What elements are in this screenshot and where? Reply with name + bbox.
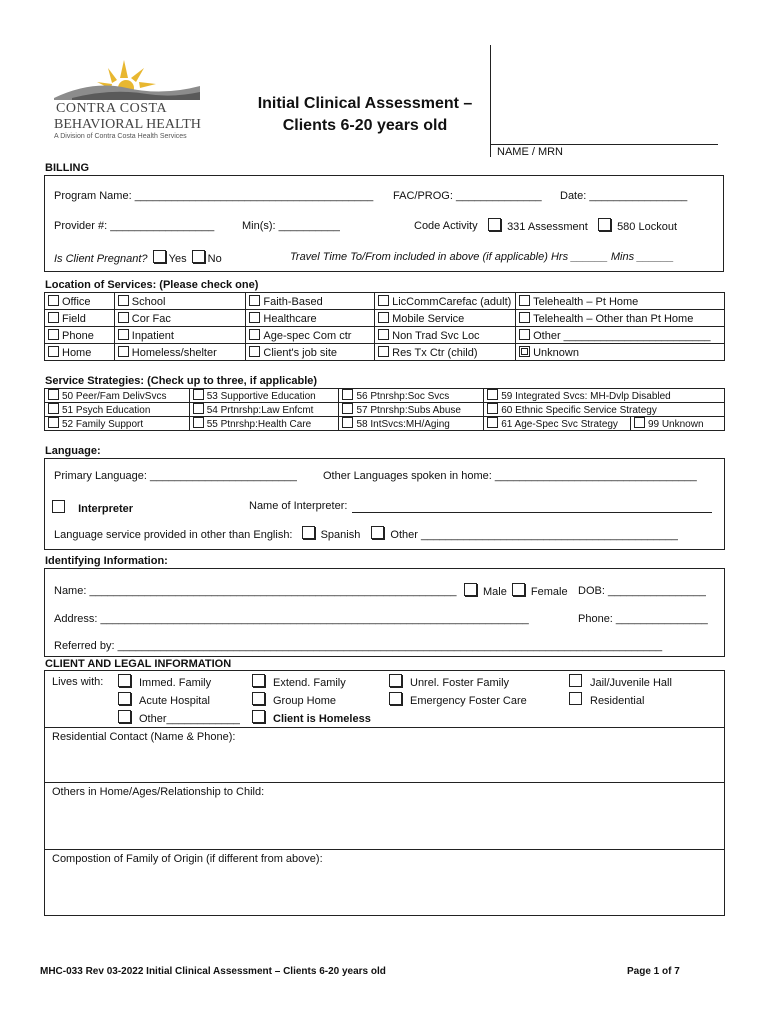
family-composition-label: Compostion of Family of Origin (if different from above):: [52, 853, 323, 865]
location-option[interactable]: [375, 327, 516, 344]
location-option[interactable]: [516, 344, 725, 361]
checkbox-icon[interactable]: [378, 329, 389, 340]
checkbox-icon[interactable]: [519, 329, 530, 340]
program-name-field[interactable]: Program Name: _______________________________________: [54, 190, 374, 202]
language-heading: Language:: [45, 445, 101, 457]
checkbox-icon[interactable]: [249, 346, 260, 357]
checkbox-icon[interactable]: [252, 710, 265, 723]
strategy-option[interactable]: [45, 403, 190, 417]
location-option-label: Field: [62, 312, 86, 325]
fac-prog-field[interactable]: FAC/PROG: ______________: [393, 190, 542, 202]
location-option-label: Inpatient: [131, 329, 174, 342]
checkbox-icon[interactable]: [512, 583, 525, 596]
strategy-option-label: 60 Ethnic Specific Service Strategy: [501, 405, 657, 416]
location-option-label: Unknown: [533, 346, 579, 359]
page-number: Page 1 of 7: [627, 966, 680, 977]
lives-with-option[interactable]: [389, 674, 527, 692]
strategy-option-label: 55 Ptnrshp:Health Care: [206, 419, 312, 430]
others-in-home-label: Others in Home/Ages/Relationship to Child:: [52, 786, 265, 798]
strategy-option-label: 58 IntSvcs:MH/Aging: [356, 419, 450, 430]
location-row: [45, 310, 725, 327]
mins-field[interactable]: Min(s): __________: [242, 220, 340, 232]
checkbox-icon[interactable]: [118, 295, 129, 306]
checkbox-icon[interactable]: [48, 417, 59, 428]
location-option-label: Age-spec Com ctr: [263, 329, 352, 342]
strategy-option[interactable]: [484, 403, 725, 417]
other-language-field[interactable]: Other __________________________________________: [390, 529, 678, 541]
form-id-footer: MHC-033 Rev 03-2022 Initial Clinical Assessment – Clients 6-20 years old: [40, 966, 386, 977]
checkbox-icon[interactable]: [378, 346, 389, 357]
pregnant-question: [54, 250, 222, 265]
location-option-label: LicCommCarefac (adult): [392, 295, 512, 308]
strategy-row: [45, 403, 725, 417]
location-option-label: Homeless/shelter: [131, 346, 217, 359]
lives-with-label: Lives with:: [52, 676, 104, 688]
location-row: [45, 344, 725, 361]
checkbox-icon[interactable]: [389, 674, 402, 687]
option-label: Other____________: [139, 713, 240, 725]
strategy-option[interactable]: [45, 389, 190, 403]
checkbox-icon[interactable]: [118, 346, 129, 357]
location-row: [45, 293, 725, 310]
location-option-label: Other ________________________: [533, 329, 711, 342]
option-label: Residential: [590, 695, 645, 707]
checkbox-icon[interactable]: [48, 389, 59, 400]
sex-options: [464, 583, 568, 598]
strategy-option-label: 57 Ptnrshp:Subs Abuse: [356, 405, 461, 416]
strategy-option[interactable]: [339, 389, 484, 403]
location-option[interactable]: [375, 310, 516, 327]
lives-with-option[interactable]: [252, 710, 371, 728]
checkbox-icon[interactable]: [378, 312, 389, 323]
form-title-line1: Initial Clinical Assessment –: [257, 95, 473, 112]
interpreter-name-label: Name of Interpreter:: [249, 500, 348, 512]
name-mrn-line: [490, 144, 718, 145]
lives-with-option[interactable]: [252, 674, 371, 692]
name-mrn-label: NAME / MRN: [497, 146, 563, 158]
pregnant-label: Is Client Pregnant?: [54, 253, 148, 265]
billing-heading: BILLING: [45, 162, 89, 174]
location-option-label: Non Trad Svc Loc: [392, 329, 480, 342]
checkbox-icon[interactable]: [389, 692, 402, 705]
lives-with-col3: [389, 674, 527, 710]
form-title-line2: Clients 6-20 years old: [282, 117, 448, 134]
location-option[interactable]: [246, 327, 375, 344]
strategy-option-label: 59 Integrated Svcs: MH-Dvlp Disabled: [501, 391, 671, 402]
location-option-label: Client's job site: [263, 346, 338, 359]
pregnant-yes-label: Yes: [168, 253, 187, 265]
client-name-field[interactable]: Name: ____________________________________________________________: [54, 585, 457, 597]
provider-field[interactable]: Provider #: _________________: [54, 220, 215, 232]
location-option[interactable]: [114, 344, 246, 361]
location-option[interactable]: [45, 293, 115, 310]
checkbox-icon[interactable]: [118, 710, 131, 723]
option-label: Immed. Family: [139, 677, 212, 689]
checkbox-icon[interactable]: [342, 417, 353, 428]
location-option-label: Healthcare: [263, 312, 317, 325]
strategy-row: [45, 417, 725, 431]
location-option[interactable]: [114, 327, 246, 344]
residential-contact-label: Residential Contact (Name & Phone):: [52, 731, 236, 743]
checkbox-icon[interactable]: [569, 674, 582, 687]
checkbox-icon[interactable]: [487, 417, 498, 428]
checkbox-icon[interactable]: [193, 389, 204, 400]
identifying-heading: Identifying Information:: [45, 555, 168, 567]
location-option-label: Telehealth – Other than Pt Home: [533, 312, 694, 325]
code-331-option[interactable]: [488, 218, 588, 233]
travel-time-field[interactable]: Travel Time To/From included in above (if applicable) Hrs ______ Mins ______: [290, 251, 674, 263]
checkbox-icon[interactable]: [519, 295, 530, 306]
checkbox-icon[interactable]: [488, 218, 501, 231]
lives-with-option[interactable]: [118, 710, 240, 728]
dob-field[interactable]: DOB: ________________: [578, 585, 706, 597]
strategy-option-label: 53 Supportive Education: [206, 391, 316, 402]
location-option[interactable]: [246, 293, 375, 310]
strategy-option-label: 50 Peer/Fam DelivSvcs: [62, 391, 167, 402]
checkbox-icon[interactable]: [48, 403, 59, 414]
checkbox-icon[interactable]: [118, 674, 131, 687]
location-option[interactable]: [45, 310, 115, 327]
strategy-option[interactable]: [339, 417, 484, 431]
code-activity-label: Code Activity: [414, 220, 478, 232]
checkbox-icon[interactable]: [598, 218, 611, 231]
pregnant-no-label: No: [207, 253, 222, 265]
strategy-option[interactable]: [484, 389, 725, 403]
checkbox-icon[interactable]: [52, 500, 65, 513]
checkbox-icon[interactable]: [519, 312, 530, 323]
location-option[interactable]: [45, 344, 115, 361]
checkbox-icon[interactable]: [118, 312, 129, 323]
location-option-label: Faith-Based: [263, 295, 323, 308]
strategy-option[interactable]: [484, 417, 725, 431]
checkbox-icon[interactable]: [249, 329, 260, 340]
strategy-option-label: 51 Psych Education: [62, 405, 151, 416]
strategy-option-label: 52 Family Support: [62, 419, 144, 430]
checkbox-icon[interactable]: [487, 389, 498, 400]
client-legal-heading: CLIENT AND LEGAL INFORMATION: [45, 658, 232, 670]
location-option-label: Mobile Service: [392, 312, 465, 325]
location-option[interactable]: [516, 327, 725, 344]
checkbox-icon[interactable]: [371, 526, 384, 539]
referred-by-field[interactable]: Referred by: _________________________________________________________________________________________: [54, 640, 663, 652]
address-field[interactable]: Address: ______________________________________________________________________: [54, 613, 529, 625]
male-label: Male: [483, 586, 507, 598]
location-option-label: Office: [62, 295, 91, 308]
checkbox-icon[interactable]: [48, 295, 59, 306]
checkbox-icon[interactable]: [153, 250, 166, 263]
strategy-option-label: 56 Ptnrshp:Soc Svcs: [356, 391, 450, 402]
strategy-option-label: 61 Age-Spec Svc Strategy: [501, 419, 618, 430]
location-option[interactable]: [246, 310, 375, 327]
location-option[interactable]: [114, 310, 246, 327]
interpreter-label: Interpreter: [78, 503, 134, 515]
language-service-label: Language service provided in other than English:: [54, 529, 293, 541]
option-label: Emergency Foster Care: [410, 695, 527, 707]
strategy-option[interactable]: [339, 403, 484, 417]
lives-with-option[interactable]: [569, 692, 672, 710]
checkbox-icon[interactable]: [48, 329, 59, 340]
checkbox-icon[interactable]: [192, 250, 205, 263]
location-option-label: Res Tx Ctr (child): [392, 346, 478, 359]
strategy-row: [45, 389, 725, 403]
option-label: Jail/Juvenile Hall: [590, 677, 672, 689]
location-option[interactable]: [375, 344, 516, 361]
date-field[interactable]: Date: ________________: [560, 190, 688, 202]
lives-with-option[interactable]: [118, 674, 240, 692]
code-580-option[interactable]: [598, 218, 677, 233]
location-option-label: Telehealth – Pt Home: [533, 295, 639, 308]
strategy-option[interactable]: [189, 389, 339, 403]
location-option[interactable]: [516, 310, 725, 327]
code-331-label: 331 Assessment: [507, 221, 588, 233]
checkbox-icon[interactable]: [252, 692, 265, 705]
lives-with-col1: [118, 674, 240, 728]
option-label: Acute Hospital: [139, 695, 210, 707]
checkbox-icon[interactable]: [48, 312, 59, 323]
lives-with-option[interactable]: [389, 692, 527, 710]
checkbox-icon[interactable]: [48, 346, 59, 357]
checkbox-icon[interactable]: [487, 403, 498, 414]
checkbox-icon[interactable]: [252, 674, 265, 687]
checkbox-icon[interactable]: [342, 389, 353, 400]
org-name-line1: CONTRA COSTA: [56, 101, 168, 116]
location-option[interactable]: [114, 293, 246, 310]
checkbox-icon[interactable]: [118, 692, 131, 705]
location-option[interactable]: [246, 344, 375, 361]
option-label: Group Home: [273, 695, 336, 707]
checkbox-icon[interactable]: [249, 295, 260, 306]
other-languages-field[interactable]: Other Languages spoken in home: _________________________________: [323, 470, 697, 482]
lives-with-col4: [569, 674, 672, 710]
location-option[interactable]: [516, 293, 725, 310]
org-name-line2: BEHAVIORAL HEALTH: [54, 117, 201, 132]
checkbox-icon[interactable]: [342, 403, 353, 414]
checkbox-icon[interactable]: [569, 692, 582, 705]
strategy-option-label: 54 Prtnrshp:Law Enfcmt: [206, 405, 314, 416]
lives-with-option[interactable]: [118, 692, 240, 710]
strategies-heading: Service Strategies: (Check up to three, if applicable): [45, 375, 318, 387]
primary-language-field[interactable]: Primary Language: ________________________: [54, 470, 297, 482]
checkbox-icon[interactable]: [249, 312, 260, 323]
location-option-label: School: [131, 295, 166, 308]
checkbox-icon[interactable]: [634, 417, 645, 428]
strategy-option[interactable]: [45, 417, 190, 431]
option-label: Unrel. Foster Family: [410, 677, 510, 689]
lives-with-col2: [252, 674, 371, 728]
logo: [52, 58, 202, 148]
option-label: Client is Homeless: [273, 713, 371, 725]
strategy-option[interactable]: [189, 403, 339, 417]
location-heading: Location of Services: (Please check one): [45, 279, 259, 291]
location-table: [44, 292, 725, 361]
checkbox-icon[interactable]: [193, 417, 204, 428]
spanish-label: Spanish: [320, 529, 361, 541]
location-row: [45, 327, 725, 344]
female-label: Female: [530, 586, 568, 598]
checkbox-icon[interactable]: [519, 346, 530, 357]
org-subtitle: A Division of Contra Costa Health Services: [54, 133, 187, 140]
location-option[interactable]: [375, 293, 516, 310]
option-label: Extend. Family: [273, 677, 346, 689]
interpreter-name-line[interactable]: [352, 512, 712, 513]
code-580-label: 580 Lockout: [617, 221, 677, 233]
location-option[interactable]: [45, 327, 115, 344]
strategies-table: [44, 388, 725, 431]
unknown-99-label: 99 Unknown: [647, 419, 704, 430]
lives-with-option[interactable]: [252, 692, 371, 710]
location-option-label: Home: [62, 346, 92, 359]
checkbox-icon[interactable]: [193, 403, 204, 414]
language-service-row: [54, 526, 678, 541]
checkbox-icon[interactable]: [302, 526, 315, 539]
strategy-option[interactable]: [189, 417, 339, 431]
location-option-label: Cor Fac: [131, 312, 171, 325]
interpreter-option[interactable]: [52, 500, 133, 515]
checkbox-icon[interactable]: [118, 329, 129, 340]
unknown-99-option[interactable]: [630, 417, 704, 430]
form-title: [220, 93, 510, 137]
checkbox-icon[interactable]: [378, 295, 389, 306]
phone-field[interactable]: Phone: _______________: [578, 613, 708, 625]
checkbox-icon[interactable]: [464, 583, 477, 596]
location-option-label: Phone: [62, 329, 94, 342]
header-divider: [490, 45, 491, 157]
lives-with-option[interactable]: [569, 674, 672, 692]
sun-logo-icon: [52, 58, 202, 100]
